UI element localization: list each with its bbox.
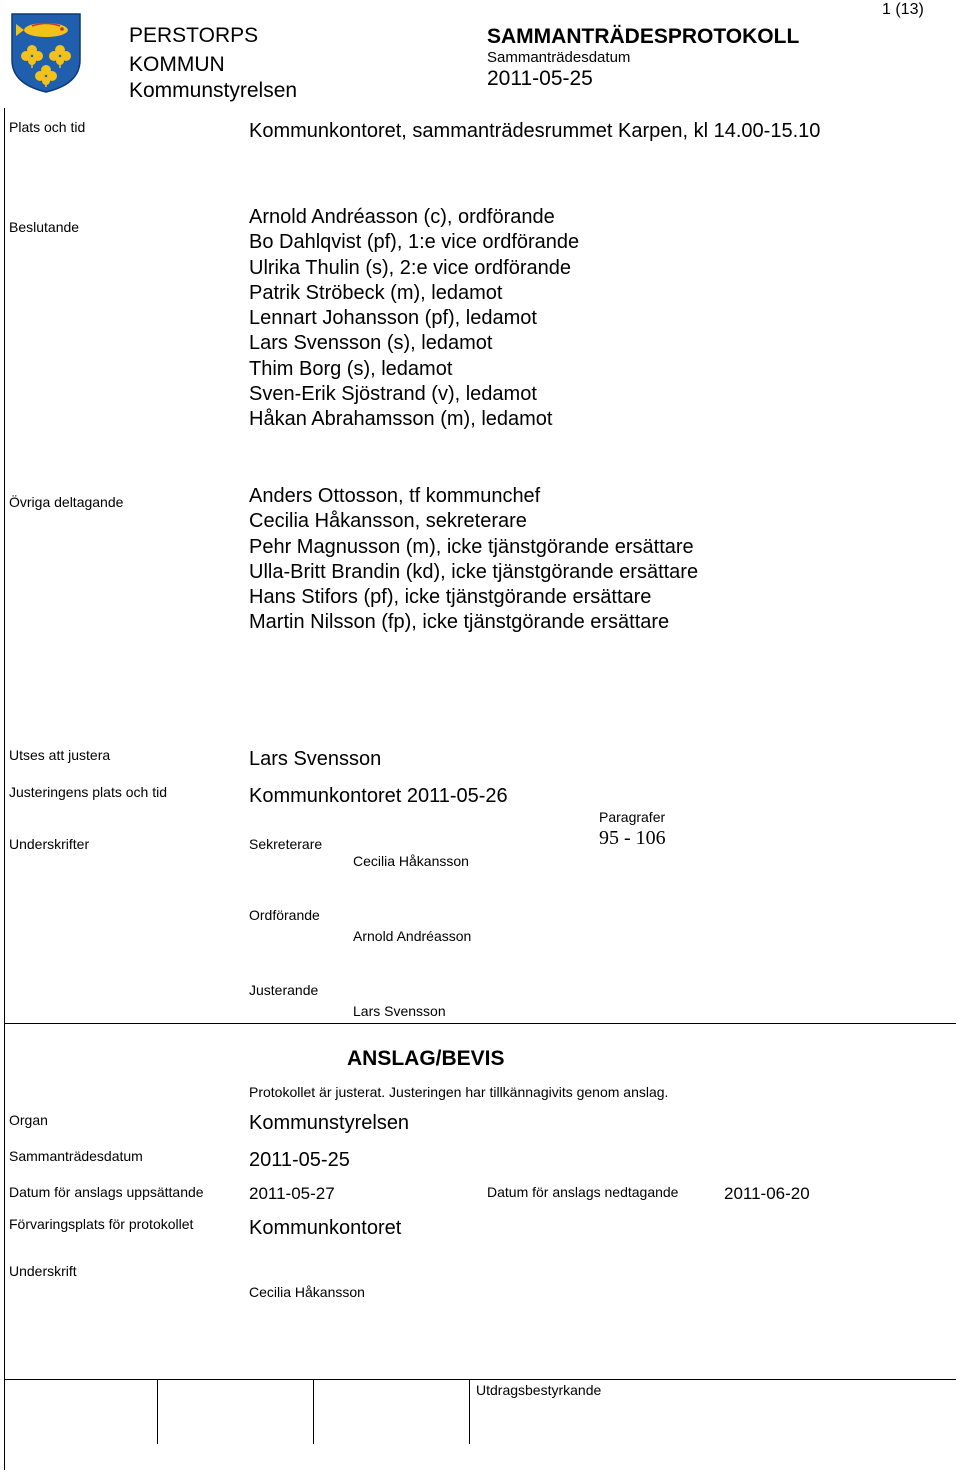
removed-date-label: Datum för anslags nedtagande <box>487 1184 679 1200</box>
list-item: Lennart Johansson (pf), ledamot <box>249 307 537 330</box>
notice-statement: Protokollet är justerat. Justeringen har tillkännagivits genom anslag. <box>249 1084 669 1100</box>
meeting-date-notice-value: 2011-05-25 <box>249 1149 350 1171</box>
signature-label: Underskrift <box>9 1263 77 1279</box>
decision-makers-list <box>249 205 579 433</box>
list-item: Hans Stifors (pf), icke tjänstgörande ersättare <box>249 586 652 609</box>
committee-name: Kommunstyrelsen <box>129 79 298 102</box>
posted-date-value: 2011-05-27 <box>249 1184 335 1203</box>
signatures-label: Underskrifter <box>9 836 90 852</box>
notice-heading: ANSLAG/BEVIS <box>347 1047 505 1070</box>
removed-date-value: 2011-06-20 <box>724 1184 810 1203</box>
list-item: Anders Ottosson, tf kommunchef <box>249 485 541 507</box>
adjuster-value: Lars Svensson <box>249 748 382 770</box>
document-title: SAMMANTRÄDESPROTOKOLL <box>487 25 800 48</box>
adjustment-value: Kommunkontoret 2011-05-26 <box>249 785 508 807</box>
list-item: Cecilia Håkansson, sekreterare <box>249 510 527 533</box>
posted-date-label: Datum för anslags uppsättande <box>9 1184 204 1200</box>
meeting-date-label: Sammanträdesdatum <box>487 49 631 66</box>
signing-adjuster-role: Justerande <box>249 982 319 998</box>
paragraphs-label: Paragrafer <box>599 809 666 825</box>
meeting-date: 2011-05-25 <box>487 67 593 90</box>
place-value: Kommunkontoret, sammanträdesrummet Karpen, kl 14.00-15.10 <box>249 120 821 142</box>
footer-top-border <box>4 1379 956 1380</box>
paragraphs-value: 95 - 106 <box>599 827 666 849</box>
organ-label: Organ <box>9 1112 48 1128</box>
chair-name: Arnold Andréasson <box>353 928 472 944</box>
adjustment-label: Justeringens plats och tid <box>9 784 167 800</box>
list-item: Sven-Erik Sjöstrand (v), ledamot <box>249 383 537 406</box>
extract-certification-label: Utdragsbestyrkande <box>476 1382 602 1398</box>
municipality-name-line1: PERSTORPS <box>129 24 259 47</box>
footer-divider-2 <box>313 1380 314 1444</box>
list-item: Bo Dahlqvist (pf), 1:e vice ordförande <box>249 231 580 254</box>
adjuster-label: Utses att justera <box>9 747 111 763</box>
other-participants-list <box>249 484 698 636</box>
coat-of-arms-logo <box>10 12 82 94</box>
storage-label: Förvaringsplats för protokollet <box>9 1216 194 1232</box>
list-item: Lars Svensson (s), ledamot <box>249 332 493 355</box>
storage-value: Kommunkontoret <box>249 1217 402 1239</box>
other-participants-label: Övriga deltagande <box>9 494 124 510</box>
meeting-date-notice-label: Sammanträdesdatum <box>9 1148 143 1164</box>
list-item: Patrik Ströbeck (m), ledamot <box>249 281 503 304</box>
organ-value: Kommunstyrelsen <box>249 1112 410 1134</box>
list-item: Ulrika Thulin (s), 2:e vice ordförande <box>249 256 571 279</box>
list-item: Thim Borg (s), ledamot <box>249 357 453 380</box>
footer-divider-3 <box>469 1380 470 1444</box>
divider-notice-top <box>4 1023 956 1024</box>
secretary-role: Sekreterare <box>249 836 323 852</box>
footer-divider-1 <box>157 1380 158 1444</box>
place-label: Plats och tid <box>9 119 86 135</box>
secretary-name: Cecilia Håkansson <box>353 853 469 869</box>
municipality-name-line2: KOMMUN <box>129 53 225 76</box>
signature-name: Cecilia Håkansson <box>249 1284 365 1300</box>
list-item: Ulla-Britt Brandin (kd), icke tjänstgörande ersättare <box>249 560 699 583</box>
list-item: Håkan Abrahamsson (m), ledamot <box>249 408 553 431</box>
list-item: Arnold Andréasson (c), ordförande <box>249 206 555 228</box>
left-border <box>4 108 5 1470</box>
chair-role: Ordförande <box>249 907 320 923</box>
page-number: 1 (13) <box>882 1 924 18</box>
list-item: Martin Nilsson (fp), icke tjänstgörande ersättare <box>249 611 670 634</box>
signing-adjuster-name: Lars Svensson <box>353 1003 446 1019</box>
list-item: Pehr Magnusson (m), icke tjänstgörande ersättare <box>249 535 694 558</box>
decision-makers-label: Beslutande <box>9 219 80 235</box>
